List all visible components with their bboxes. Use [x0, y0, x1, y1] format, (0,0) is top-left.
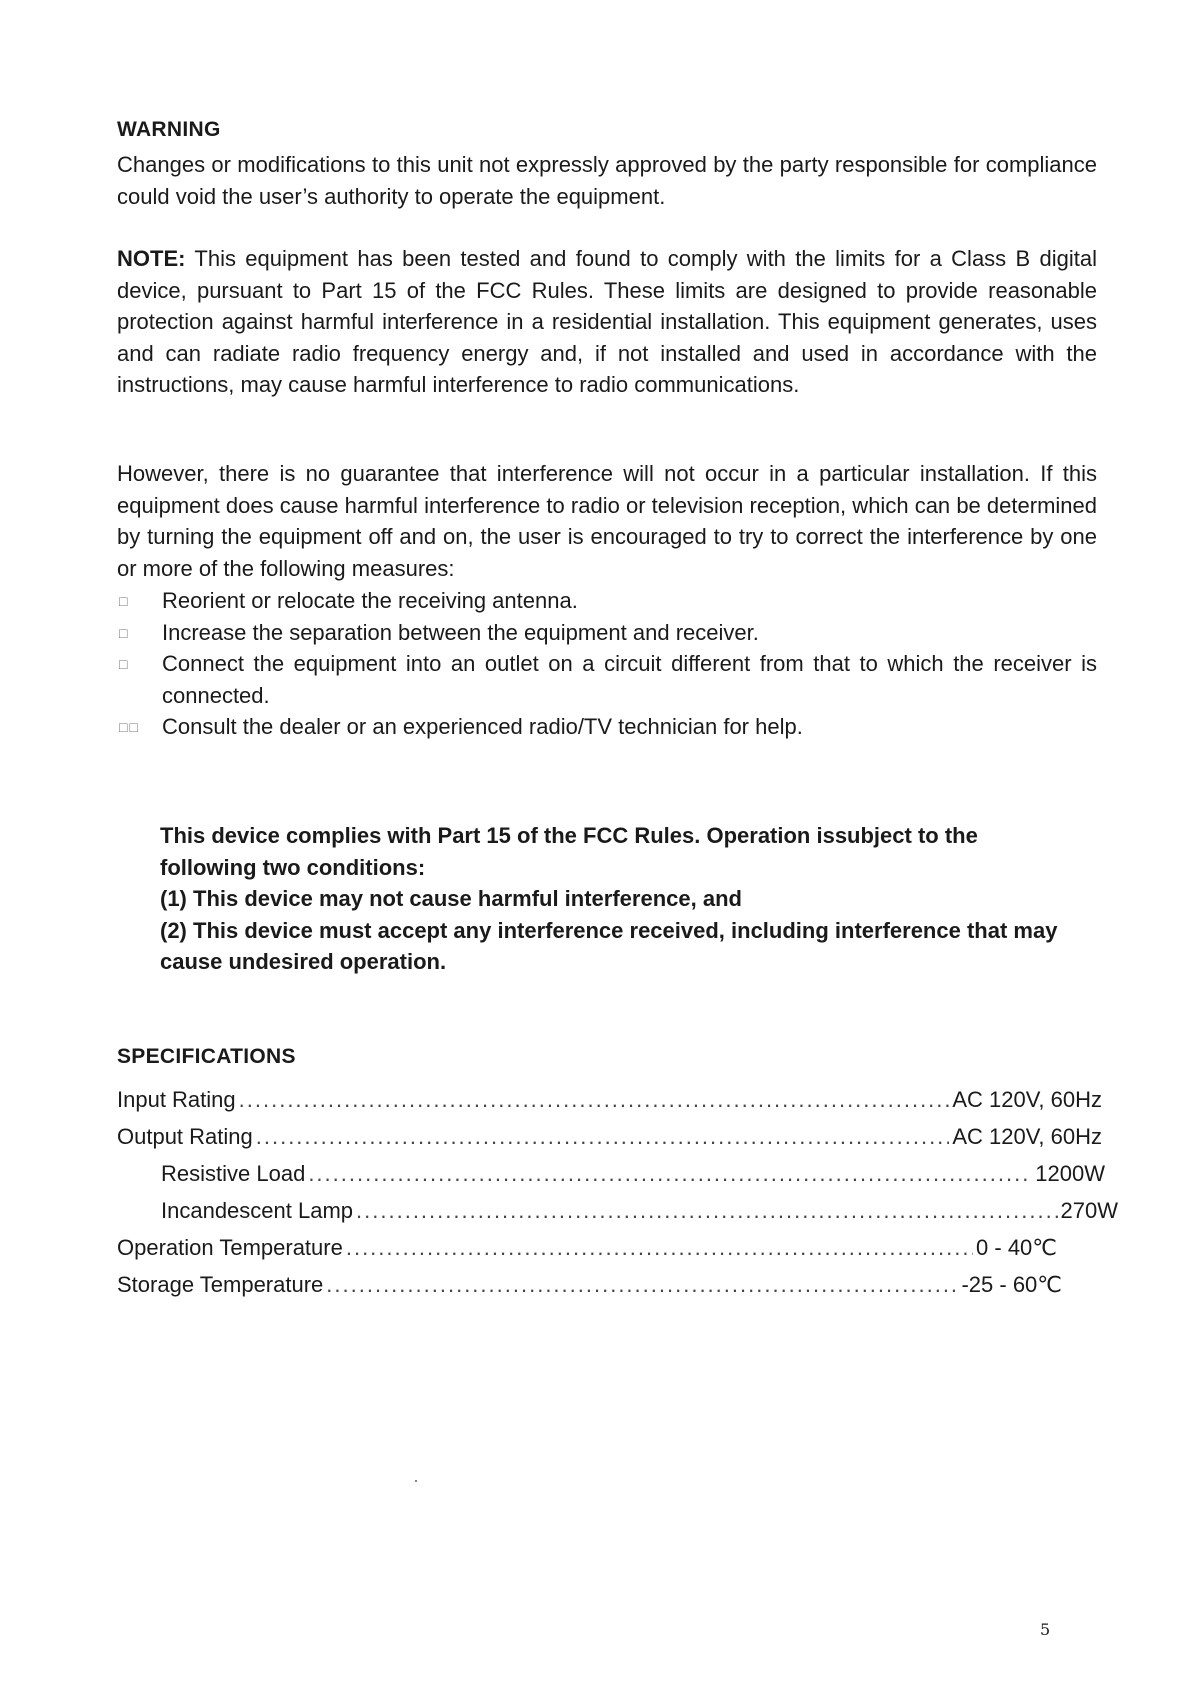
- spec-value: 1200W: [1035, 1161, 1105, 1186]
- note-label: NOTE:: [117, 246, 186, 271]
- spec-row-resistive-load: [117, 1161, 1105, 1198]
- leader-dots: [356, 1198, 1057, 1224]
- checkbox-icon: □: [119, 656, 130, 672]
- leader-dots: [346, 1235, 973, 1261]
- warning-heading: WARNING: [117, 118, 221, 141]
- leader-dots: [326, 1272, 958, 1298]
- leader-dots: [256, 1124, 950, 1150]
- checkbox-icon: □□: [119, 719, 140, 735]
- measure-text: Consult the dealer or an experienced radio/TV technician for help.: [162, 714, 803, 739]
- list-item: [117, 585, 1097, 617]
- fcc-condition-2: (2) This device must accept any interference received, including interference that may cause undesired operation.: [160, 917, 1058, 974]
- spec-label: Resistive Load: [161, 1161, 306, 1186]
- spec-value: 270W: [1060, 1198, 1118, 1223]
- spec-row-storage-temperature: [117, 1272, 1062, 1309]
- spec-row-operation-temperature: [117, 1235, 1057, 1272]
- page-number: 5: [1040, 1620, 1051, 1639]
- warning-text: Changes or modifications to this unit not expressly approved by the party responsible for compliance could void the user’s authority to operate the equipment.: [117, 152, 1097, 209]
- leader-dots: [239, 1087, 950, 1113]
- spec-value: AC 120V, 60Hz: [952, 1124, 1102, 1149]
- spec-label: Operation Temperature: [117, 1235, 343, 1260]
- spec-value: AC 120V, 60Hz: [952, 1087, 1102, 1112]
- however-paragraph: However, there is no guarantee that interference will not occur in a particular installation. If this equipment does cause harmful interference to radio or television reception, which can be determined by turning the equipment off and on, the user is encouraged to try to correct the interference by one or more of the following measures:: [117, 461, 1097, 581]
- fcc-statement: [160, 820, 1080, 978]
- list-item: [117, 648, 1097, 711]
- spec-label: Output Rating: [117, 1124, 253, 1149]
- leader-dots: [308, 1161, 1032, 1187]
- checkbox-icon: □: [119, 624, 130, 641]
- measure-text: Reorient or relocate the receiving antenna.: [162, 588, 578, 613]
- fcc-condition-1: (1) This device may not cause harmful interference, and: [160, 886, 742, 911]
- checkbox-icon: □: [119, 593, 130, 609]
- spec-label: Input Rating: [117, 1087, 236, 1112]
- note-text: This equipment has been tested and found to comply with the limits for a Class B digital device, pursuant to Part 15 of the FCC Rules. These limits are designed to provide reasonable protection against harmful interference in a residential installation. This equipment generates, uses and can radiate radio frequency energy and, if not installed and used in accordance with the instructions, may cause harmful interference to radio communications.: [117, 246, 1097, 397]
- spec-row-input-rating: [117, 1087, 1102, 1124]
- spec-value: -25 - 60℃: [961, 1272, 1062, 1297]
- measures-list: [117, 585, 1097, 743]
- list-item: [117, 617, 1097, 649]
- list-item: [117, 711, 1097, 743]
- scan-speck: [415, 1480, 417, 1482]
- specifications-table: [117, 1087, 1118, 1309]
- measure-text: Increase the separation between the equipment and receiver.: [162, 619, 759, 645]
- spec-row-incandescent-lamp: [117, 1198, 1118, 1235]
- spec-row-output-rating: [117, 1124, 1102, 1161]
- specifications-heading: SPECIFICATIONS: [117, 1045, 296, 1068]
- fcc-intro: This device complies with Part 15 of the FCC Rules. Operation issubject to the following two conditions:: [160, 823, 978, 880]
- spec-value: 0 - 40℃: [976, 1235, 1057, 1260]
- spec-label: Storage Temperature: [117, 1272, 324, 1297]
- note-paragraph: [117, 243, 1097, 401]
- spec-label: Incandescent Lamp: [161, 1198, 354, 1223]
- measure-text: Connect the equipment into an outlet on a circuit different from that to which the receiver is connected.: [162, 651, 1097, 708]
